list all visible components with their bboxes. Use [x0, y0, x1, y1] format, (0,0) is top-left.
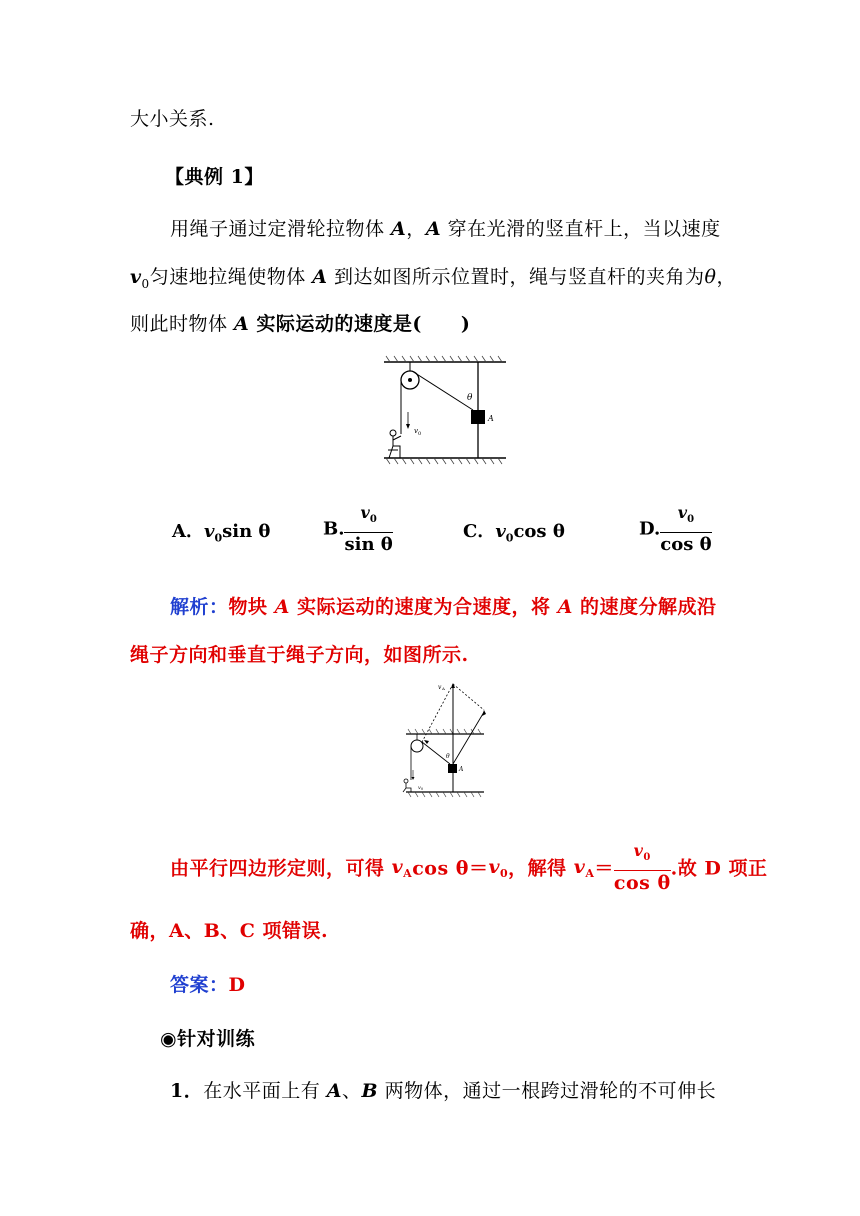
label-theta: θ	[467, 393, 473, 403]
question-line-3: 则此时物体 A 实际运动的速度是( )	[130, 313, 471, 335]
conclusion-line-1: 由平行四边形定则，可得 $v_A\cos$ $\theta=v_0$，解得 $v_A=$ $\frac{v_0}{\text{cos θ}}$ .故 D 项正	[170, 841, 768, 895]
analysis-line-1: 解析：物块 A 实际运动的速度为合速度，将 A 的速度分解成沿	[170, 596, 717, 618]
svg-text:θ: θ	[446, 753, 450, 760]
question-1: 1．在水平面上有 A、B 两物体，通过一根跨过滑轮的不可伸长	[170, 1080, 717, 1102]
question-line-2: $v_0$匀速地拉绳使物体 A 到达如图所示位置时，绳与竖直杆的夹角为θ，	[130, 266, 736, 291]
person-icon	[388, 430, 401, 458]
svg-text:A: A	[442, 686, 445, 691]
label-a: A	[488, 414, 494, 423]
block-a	[471, 410, 485, 424]
svg-text:A: A	[459, 766, 464, 773]
option-b[interactable]: B. $\frac{v_0}{\text{sin θ}}$	[323, 503, 393, 556]
bullet-icon: ◉	[160, 1028, 178, 1050]
training-header: ◉针对训练	[160, 1028, 256, 1050]
intro-text: 大小关系.	[130, 108, 215, 130]
answer-label: 答案：	[170, 974, 229, 996]
option-a[interactable]: A．$v_0\sin$ θ	[172, 521, 271, 545]
conclusion-line-2: 确，A、B、C 项错误.	[130, 920, 329, 942]
figure-velocity-decomposition	[398, 680, 492, 798]
option-c[interactable]: C．$v_0\cos$ θ	[463, 521, 565, 545]
question-line-1: 用绳子通过定滑轮拉物体 A，A 穿在光滑的竖直杆上，当以速度	[170, 218, 721, 240]
svg-text:v: v	[418, 785, 421, 791]
answer	[170, 970, 246, 997]
figure-pulley-diagram	[380, 354, 510, 466]
label-v0: v	[414, 427, 418, 435]
analysis-label: 解析：	[170, 596, 229, 618]
example-header: 【典例 1】	[165, 166, 264, 188]
option-d[interactable]: D. $\frac{v_0}{\text{cos θ}}$	[639, 503, 712, 556]
svg-text:0: 0	[421, 787, 424, 791]
svg-text:v: v	[438, 684, 442, 691]
answer-value: D	[228, 974, 246, 996]
svg-text:0: 0	[418, 431, 422, 437]
analysis-line-2: 绳子方向和垂直于绳子方向，如图所示.	[130, 644, 469, 666]
